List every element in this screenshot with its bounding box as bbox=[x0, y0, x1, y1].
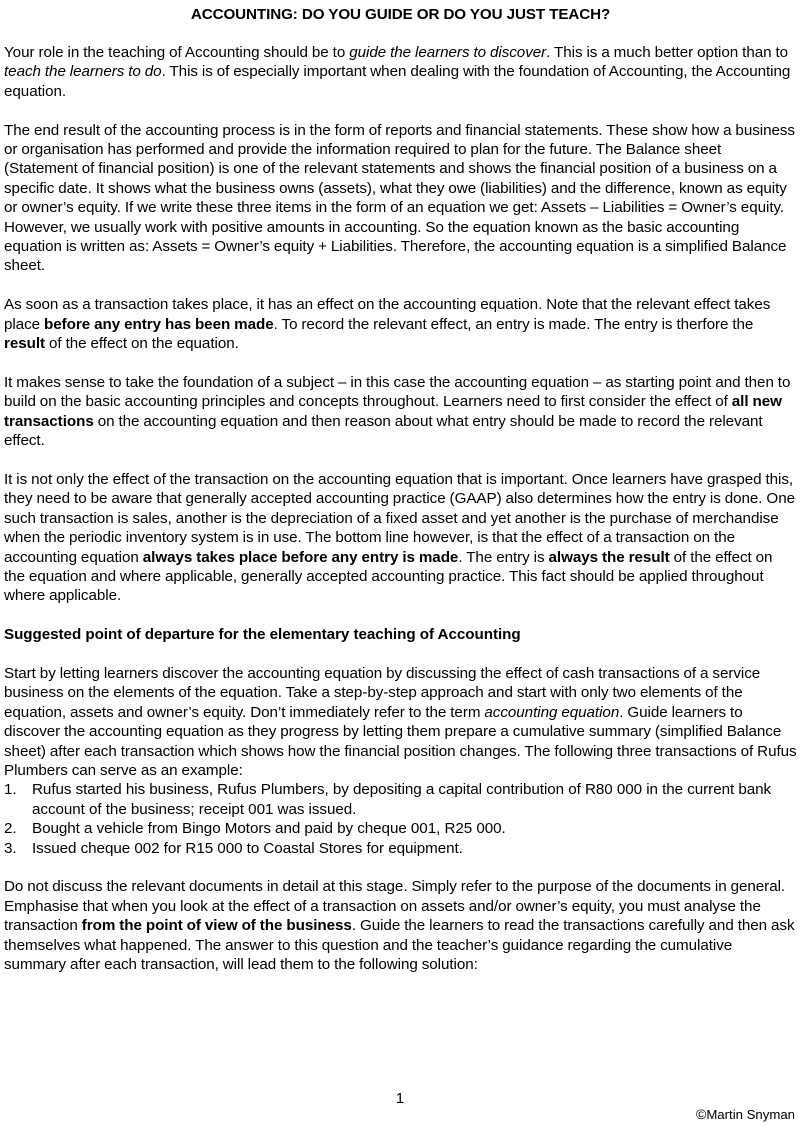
list-item bbox=[4, 780, 797, 819]
paragraph-documents-guidance-bold-1: from the point of view of the business bbox=[81, 917, 352, 935]
page-footer bbox=[0, 1086, 800, 1126]
list-item-text: Bought a vehicle from Bingo Motors and paid by cheque 001, R25 000. bbox=[32, 820, 506, 838]
spacer bbox=[4, 645, 797, 664]
list-item bbox=[4, 819, 797, 838]
document-body bbox=[4, 0, 797, 974]
copyright-icon: © bbox=[695, 1106, 707, 1122]
paragraph-gaap-bold-1: always takes place before any entry is made bbox=[142, 548, 459, 566]
page-number: 1 bbox=[395, 1090, 405, 1107]
paragraph-intro-italic-2: teach the learners to do bbox=[4, 63, 162, 81]
paragraph-gaap-text-2: . The entry is bbox=[458, 548, 549, 566]
paragraph-documents-guidance bbox=[4, 877, 797, 974]
paragraph-documents-guidance-text-2: . Guide the learners to read the transactions carefully and then ask themselves what happened. The answer to this question and the teacher’s guidance regarding the cumulative summary after each transaction, will lead them to the following solution: bbox=[4, 917, 795, 973]
list-item bbox=[4, 839, 797, 858]
paragraph-start-approach-text-2: . Guide learners to discover the accounting equation as they progress by letting them prepare a cumulative summary (simplified Balance sheet) after each transaction which shows how the financial position changes. The following three transactions of Rufus Plumbers can serve as an example: bbox=[4, 703, 797, 779]
paragraph-foundation-text-1: It makes sense to take the foundation of a subject – in this case the accounting equation – as starting point and then to build on the basic accounting principles and concepts throughout. Learners need to first consider the effect of bbox=[4, 373, 791, 411]
paragraph-documents-guidance-text-1: Do not discuss the relevant documents in detail at this stage. Simply refer to the purpose of the documents in general. Emphasise that when you look at the effect of a transaction on assets and/or owner’s equity, you must analyse the transaction bbox=[4, 878, 786, 935]
spacer bbox=[4, 606, 797, 625]
paragraph-gaap bbox=[4, 470, 797, 606]
page-title: ACCOUNTING: DO YOU GUIDE OR DO YOU JUST TEACH? bbox=[190, 6, 611, 23]
copyright-author: Martin Snyman bbox=[706, 1107, 795, 1122]
list-item-number: 2. bbox=[4, 820, 17, 838]
paragraph-gaap-bold-2: always the result bbox=[548, 548, 670, 566]
list-item-text: Rufus started his business, Rufus Plumbers, by depositing a capital contribution of R80 000 in the current bank account of the business; receipt 001 was issued. bbox=[32, 781, 772, 818]
paragraph-intro bbox=[4, 43, 797, 101]
paragraph-balance-sheet: The end result of the accounting process is in the form of reports and financial statements. These show how a business or organisation has performed and provide the information required to plan for the future. The Balance sheet (Statement of financial position) is one of the relevant statements and shows the financial position of a business on a specific date. It shows what the business owns (assets), what they owe (liabilities) and the difference, known as equity or owner’s equity. If we write these three items in the form of an equation we get: Assets – Liabilities = Owner’s equity. However, we usually work with positive amounts in accounting. So the equation known as the basic accounting equation is written as: Assets = Owner’s equity + Liabilities. Therefore, the accounting equation is a simplified Balance sheet. bbox=[4, 121, 795, 275]
spacer bbox=[4, 353, 797, 372]
paragraph-transaction-effect-bold-1: before any entry has been made bbox=[44, 315, 274, 333]
spacer bbox=[4, 276, 797, 295]
spacer bbox=[4, 25, 797, 43]
paragraph-intro-text-3: . This is of especially important when dealing with the foundation of Accounting, the Accounting equation. bbox=[4, 63, 791, 100]
spacer bbox=[4, 858, 797, 877]
transaction-list bbox=[4, 780, 797, 858]
paragraph-transaction-effect-bold-2: result bbox=[4, 335, 46, 353]
paragraph-foundation-text-2: on the accounting equation and then reason about what entry should be made to record the relevant effect. bbox=[4, 412, 763, 450]
paragraph-foundation-bold-1: all new transactions bbox=[4, 393, 782, 430]
spacer bbox=[4, 450, 797, 469]
paragraph-transaction-effect-text-1: As soon as a transaction takes place, it has an effect on the accounting equation. Note that the relevant effect takes place bbox=[4, 296, 771, 333]
list-item-number: 3. bbox=[4, 839, 17, 857]
list-item-number: 1. bbox=[4, 781, 17, 799]
section-heading-departure: Suggested point of departure for the elementary teaching of Accounting bbox=[4, 626, 521, 644]
paragraph-start-approach-text-1: Start by letting learners discover the accounting equation by discussing the effect of cash transactions of a service business on the elements of the equation. Take a step-by-step approach and start with only two elements of the equation, assets and owner’s equity. Don’t immediately refer to the term bbox=[4, 664, 761, 721]
spacer bbox=[4, 101, 797, 120]
paragraph-foundation bbox=[4, 373, 797, 451]
paragraph-intro-text-2: . This is a much better option than to bbox=[546, 44, 789, 61]
paragraph-start-approach bbox=[4, 664, 797, 780]
list-item-text: Issued cheque 002 for R15 000 to Coastal Stores for equipment. bbox=[32, 839, 463, 857]
paragraph-intro-text-1: Your role in the teaching of Accounting should be to bbox=[4, 44, 350, 61]
paragraph-gaap-text-3: of the effect on the equation and where applicable, generally accepted accounting practice. This fact should be applied throughout where applicable. bbox=[4, 548, 773, 605]
copyright-notice bbox=[696, 1106, 795, 1123]
paragraph-start-approach-italic-1: accounting equation bbox=[484, 703, 620, 721]
paragraph-transaction-effect-text-2: . To record the relevant effect, an entry is made. The entry is therfore the bbox=[273, 315, 754, 333]
paragraph-transaction-effect bbox=[4, 295, 797, 353]
paragraph-intro-italic-1: guide the learners to discover bbox=[349, 44, 547, 61]
paragraph-transaction-effect-text-3: of the effect on the equation. bbox=[45, 335, 239, 353]
paragraph-gaap-text-1: It is not only the effect of the transaction on the accounting equation that is important. Once learners have grasped this, they need to be aware that generally accepted accounting practice (GAAP) also determines how the entry is done. One such transaction is sales, another is the depreciation of a fixed asset and yet another is the purchase of merchandise when the periodic inventory system is in use. The bottom line however, is that the effect of a transaction on the accounting equation bbox=[4, 470, 795, 566]
